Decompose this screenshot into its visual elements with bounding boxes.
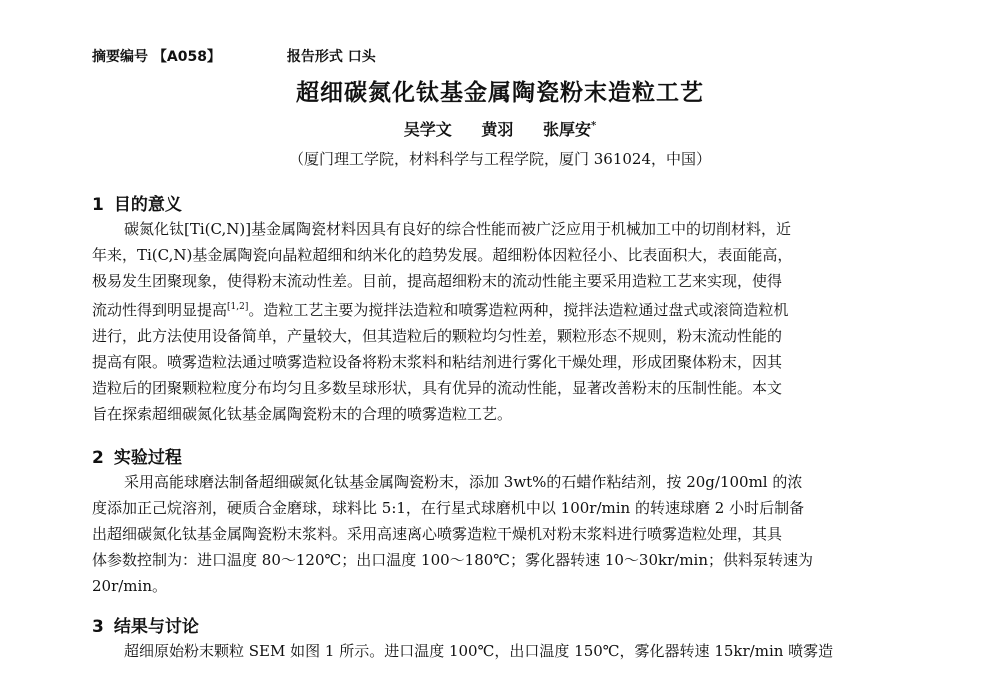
- text-line: 年来，Ti(C,N)基金属陶瓷向晶粒超细和纳米化的趋势发展。超细粉体因粒径小、比表面积大，表面能高，: [92, 246, 793, 264]
- text-line: 度添加正己烷溶剂，硬质合金磨球，球料比 5:1，在行星式球磨机中以 100r/min 的转速球磨 2 小时后制备: [92, 499, 805, 517]
- text-line: 采用高能球磨法制备超细碳氮化钛基金属陶瓷粉末，添加 3wt%的石蜡作粘结剂，按 20g/100ml 的浓: [124, 473, 803, 491]
- corresponding-mark: *: [590, 120, 597, 132]
- author-1: 吴学文: [403, 120, 452, 139]
- section-1-paragraph: [92, 216, 912, 427]
- section-heading-1: 1 目的意义: [92, 195, 182, 215]
- header-meta: [92, 46, 376, 66]
- paper-title: 超细碳氮化钛基金属陶瓷粉末造粒工艺: [296, 80, 704, 106]
- section-heading-3: 3 结果与讨论: [92, 617, 199, 637]
- section-heading-2: 2 实验过程: [92, 448, 182, 468]
- report-form: 报告形式 口头: [286, 49, 376, 65]
- text-line: 超细原始粉末颗粒 SEM 如图 1 所示。进口温度 100℃，出口温度 150℃，雾化器转速 15kr/min 喷雾造: [124, 642, 834, 660]
- abstract-id: 摘要编号 【A058】: [92, 49, 221, 65]
- text-line: 造粒后的团聚颗粒粒度分布均匀且多数呈球形状，具有优异的流动性能，显著改善粉末的压制性能。本文: [92, 379, 783, 397]
- text-line: 碳氮化钛[Ti(C,N)]基金属陶瓷材料因具有良好的综合性能而被广泛应用于机械加工中的切削材料，近: [124, 220, 792, 238]
- text-line: 旨在探索超细碳氮化钛基金属陶瓷粉末的合理的喷雾造粒工艺。: [92, 405, 513, 423]
- text-line: 极易发生团聚现象，使得粉末流动性差。目前，提高超细粉末的流动性能主要采用造粒工艺来实现，使得: [92, 272, 783, 290]
- text-line: 提高有限。喷雾造粒法通过喷雾造粒设备将粉末浆料和粘结剂进行雾化干燥处理，形成团聚体粉末，因其: [92, 353, 783, 371]
- section-3-paragraph: [92, 638, 912, 664]
- text-line: 出超细碳氮化钛基金属陶瓷粉末浆料。采用高速离心喷雾造粒干燥机对粉末浆料进行喷雾造粒处理，其具: [92, 525, 783, 543]
- citation: [1,2]: [227, 302, 249, 312]
- authors: [0, 117, 1000, 140]
- author-3: 张厚安*: [542, 120, 597, 139]
- text-line: 进行，此方法使用设备简单，产量较大，但其造粒后的颗粒均匀性差，颗粒形态不规则，粉末流动性能的: [92, 327, 783, 345]
- text-line: 20r/min。: [92, 577, 167, 595]
- section-2-paragraph: [92, 469, 912, 599]
- author-2: 黄羽: [481, 120, 514, 139]
- text-line: 体参数控制为：进口温度 80～120℃；出口温度 100～180℃；雾化器转速 10～30kr/min；供料泵转速为: [92, 551, 814, 569]
- affiliation: （厦门理工学院，材料科学与工程学院，厦门 361024，中国）: [288, 150, 712, 168]
- text-line: 流动性得到明显提高[1,2]。造粒工艺主要为搅拌法造粒和喷雾造粒两种，搅拌法造粒通过盘式或滚筒造粒机: [92, 301, 789, 319]
